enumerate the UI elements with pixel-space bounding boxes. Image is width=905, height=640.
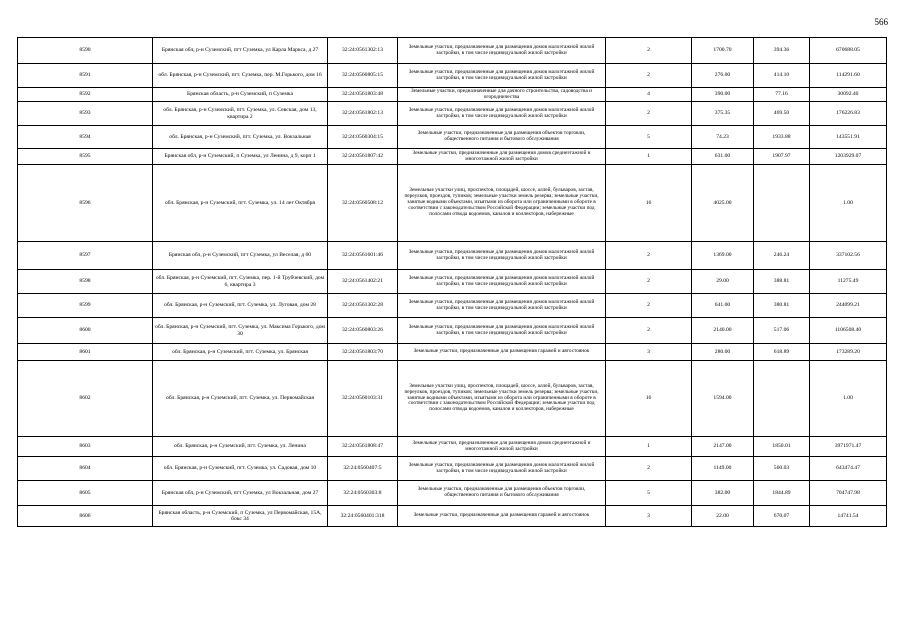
specific-value-cell: 560.03 bbox=[754, 457, 810, 481]
cadastral-value-cell: 143551.91 bbox=[810, 126, 887, 149]
cadastral-value-cell: 337102.56 bbox=[810, 242, 887, 270]
address-cell: Брянская область, р-н Суземский, п Суземка bbox=[153, 88, 328, 102]
area-cell: 2147.00 bbox=[692, 437, 754, 457]
cadastral-number-cell: 32:24:0561302:13 bbox=[328, 38, 398, 64]
row-number: 8606 bbox=[18, 506, 153, 527]
area-cell: 276.00 bbox=[692, 64, 754, 88]
land-use-cell: Земельные участки, предназначенные для размещения гаражей и автостоянок bbox=[398, 506, 606, 527]
row-number: 8603 bbox=[18, 437, 153, 457]
address-cell: Брянская область, р-н Суземский, п Суземка, ул Первомайская, 15А, бокс 34 bbox=[153, 506, 328, 527]
area-cell: 4025.00 bbox=[692, 165, 754, 242]
land-use-cell: Земельные участки, предназначенные для размещения домов среднеэтажной и многоэтажной жилой застройки bbox=[398, 437, 606, 457]
land-use-cell: Земельные участки улиц, проспектов, площадей, шоссе, аллей, бульваров, застав, переулков, проездов, тупиков; земельные участки земель резерва; земельные участки, занятые водными объектами, изъятыми из оборота или ограниченными в обороте в соответствии с законодательством Российской Федерации; земельные участки под полосами отвода водоемов, каналов и коллекторов, набережные bbox=[398, 361, 606, 437]
land-use-cell: Земельные участки, предназначенные для размещения домов малоэтажной жилой застройки, в том числе индивидуальной жилой застройки bbox=[398, 294, 606, 318]
row-number: 8595 bbox=[18, 149, 153, 165]
address-cell: обл. Брянская, р-н Суземский, пгт. Суземка, ул. Первомайская bbox=[153, 361, 328, 437]
address-cell: обл. Брянская, р-н Суземский, пгт. Суземка, ул. Ленина bbox=[153, 437, 328, 457]
group-code-cell: 2 bbox=[606, 102, 692, 126]
cadastral-value-cell: 1.00 bbox=[810, 361, 887, 437]
table-row bbox=[18, 361, 887, 437]
specific-value-cell: 246.24 bbox=[754, 242, 810, 270]
row-number: 8604 bbox=[18, 457, 153, 481]
area-cell: 375.35 bbox=[692, 102, 754, 126]
group-code-cell: 2 bbox=[606, 242, 692, 270]
area-cell: 2140.00 bbox=[692, 318, 754, 344]
cadastral-number-cell: 32:24:0560103:31 bbox=[328, 361, 398, 437]
table-row bbox=[18, 38, 887, 64]
page-number: 566 bbox=[874, 17, 888, 27]
address-cell: обл. Брянская, р-н Суземский, пгт. Суземка, ул. Севская, дом 13, квартира 2 bbox=[153, 102, 328, 126]
address-cell: обл. Брянская, р-н Суземский, пгт. Суземка, ул. Брянская bbox=[153, 344, 328, 361]
land-use-cell: Земельные участки, предназначенные для размещения домов малоэтажной жилой застройки, в том числе индивидуальной жилой застройки bbox=[398, 270, 606, 294]
row-number: 8605 bbox=[18, 481, 153, 506]
land-use-cell: Земельные участки улиц, проспектов, площадей, шоссе, аллей, бульваров, застав, переулков, проездов, тупиков; земельные участки земель резерва; земельные участки, занятые водными объектами, изъятыми из оборота или ограниченными в обороте в соответствии с законодательством Российской Федерации; земельные участки под полосами отвода водоемов, каналов и коллекторов, набережные bbox=[398, 165, 606, 242]
row-number: 8601 bbox=[18, 344, 153, 361]
land-use-cell: Земельные участки, предназначенные для размещения объектов торговли, общественного питания и бытового обслуживания bbox=[398, 126, 606, 149]
group-code-cell: 16 bbox=[606, 165, 692, 242]
specific-value-cell bbox=[754, 361, 810, 437]
table-row bbox=[18, 437, 887, 457]
cadastral-value-cell: 1.00 bbox=[810, 165, 887, 242]
table-row bbox=[18, 481, 887, 506]
cadastral-value-cell: 3971971.47 bbox=[810, 437, 887, 457]
specific-value-cell: 388.81 bbox=[754, 270, 810, 294]
group-code-cell: 16 bbox=[606, 361, 692, 437]
group-code-cell: 2 bbox=[606, 318, 692, 344]
group-code-cell: 1 bbox=[606, 437, 692, 457]
address-cell: Брянская обл, р-н Суземский, пгт Суземка, ул Вокзальная, дом 27 bbox=[153, 481, 328, 506]
group-code-cell: 5 bbox=[606, 126, 692, 149]
address-cell: обл. Брянская, р-н Суземский, пгт. Суземка, ул. Вокзальная bbox=[153, 126, 328, 149]
cadastral-number-cell: 32:24:0561601:46 bbox=[328, 242, 398, 270]
address-cell: обл. Брянская, р-н Суземский, пгт. Суземка, ул. Луговая, дом 28 bbox=[153, 294, 328, 318]
table-row bbox=[18, 64, 887, 88]
land-use-cell: Земельные участки, предназначенные для размещения домов малоэтажной жилой застройки, в том числе индивидуальной жилой застройки bbox=[398, 457, 606, 481]
cadastral-value-cell: 704747.98 bbox=[810, 481, 887, 506]
cadastral-value-cell: 11275.49 bbox=[810, 270, 887, 294]
cadastral-number-cell: 32:24:0561807:42 bbox=[328, 149, 398, 165]
specific-value-cell: 469.50 bbox=[754, 102, 810, 126]
address-cell: обл. Брянская, р-н Суземский, пгт. Суземка, пер. 1-й Трубчевский, дом 6, квартира 3 bbox=[153, 270, 328, 294]
group-code-cell: 3 bbox=[606, 506, 692, 527]
cadastral-number-cell: 32:24:0560304:15 bbox=[328, 126, 398, 149]
table-row bbox=[18, 270, 887, 294]
group-code-cell: 2 bbox=[606, 64, 692, 88]
table-row bbox=[18, 242, 887, 270]
cadastral-value-cell: 176226.83 bbox=[810, 102, 887, 126]
row-number: 8598 bbox=[18, 270, 153, 294]
cadastral-number-cell: 32:24:0561808:47 bbox=[328, 437, 398, 457]
cadastral-value-cell: 244099.21 bbox=[810, 294, 887, 318]
specific-value-cell: 517.06 bbox=[754, 318, 810, 344]
address-cell: обл. Брянская, р-н Суземский, пгт. Суземка, ул. Садовая, дом 10 bbox=[153, 457, 328, 481]
area-cell: 631.00 bbox=[692, 149, 754, 165]
group-code-cell: 2 bbox=[606, 38, 692, 64]
table-row bbox=[18, 294, 887, 318]
specific-value-cell: 380.81 bbox=[754, 294, 810, 318]
table-row bbox=[18, 318, 887, 344]
specific-value-cell: 1844.89 bbox=[754, 481, 810, 506]
group-code-cell: 2 bbox=[606, 294, 692, 318]
area-cell: 22.00 bbox=[692, 506, 754, 527]
area-cell: 1149.00 bbox=[692, 457, 754, 481]
area-cell: 382.00 bbox=[692, 481, 754, 506]
area-cell: 1369.00 bbox=[692, 242, 754, 270]
cadastral-value-cell: 670688.05 bbox=[810, 38, 887, 64]
cadastral-value-cell: 30092.40 bbox=[810, 88, 887, 102]
land-use-cell: Земельные участки, предназначенные для размещения домов малоэтажной жилой застройки, в том числе индивидуальной жилой застройки bbox=[398, 38, 606, 64]
table-row bbox=[18, 344, 887, 361]
cadastral-number-cell: 32:24:0561803:48 bbox=[328, 88, 398, 102]
table-row bbox=[18, 88, 887, 102]
area-cell: 641.00 bbox=[692, 294, 754, 318]
land-use-cell: Земельные участки, предназначенные для дачного строительства, садоводства и огородничества bbox=[398, 88, 606, 102]
area-cell: 1700.70 bbox=[692, 38, 754, 64]
specific-value-cell bbox=[754, 165, 810, 242]
area-cell: 390.00 bbox=[692, 88, 754, 102]
land-use-cell: Земельные участки, предназначенные для размещения домов малоэтажной жилой застройки, в том числе индивидуальной жилой застройки bbox=[398, 102, 606, 126]
row-number: 8591 bbox=[18, 64, 153, 88]
group-code-cell: 2 bbox=[606, 270, 692, 294]
specific-value-cell: 1850.01 bbox=[754, 437, 810, 457]
specific-value-cell: 1907.97 bbox=[754, 149, 810, 165]
group-code-cell: 1 bbox=[606, 149, 692, 165]
cadastral-number-cell: 32:24:0560303:8 bbox=[328, 481, 398, 506]
row-number: 8592 bbox=[18, 88, 153, 102]
row-number: 8599 bbox=[18, 294, 153, 318]
area-cell: 1594.00 bbox=[692, 361, 754, 437]
table-row bbox=[18, 126, 887, 149]
cadastral-number-cell: 32:24:0561402:21 bbox=[328, 270, 398, 294]
land-use-cell: Земельные участки, предназначенные для размещения домов малоэтажной жилой застройки, в том числе индивидуальной жилой застройки bbox=[398, 242, 606, 270]
table-row bbox=[18, 149, 887, 165]
land-use-cell: Земельные участки, предназначенные для размещения гаражей и автостоянок bbox=[398, 344, 606, 361]
cadastral-value-cell: 114291.60 bbox=[810, 64, 887, 88]
cadastral-number-cell: 32:24:0560508:12 bbox=[328, 165, 398, 242]
cadastral-number-cell: 32:24:0560803:26 bbox=[328, 318, 398, 344]
cadastral-value-cell: 14741.54 bbox=[810, 506, 887, 527]
row-number: 8597 bbox=[18, 242, 153, 270]
cadastral-number-cell: 32:24:0561302:28 bbox=[328, 294, 398, 318]
land-use-cell: Земельные участки, предназначенные для размещения объектов торговли, общественного питания и бытового обслуживания bbox=[398, 481, 606, 506]
cadastral-number-cell: 32:24:0560805:15 bbox=[328, 64, 398, 88]
address-cell: Брянская обл, р-н Суземский, п Суземка, ул Ленина, д 9, корп 1 bbox=[153, 149, 328, 165]
row-number: 8593 bbox=[18, 102, 153, 126]
table-row bbox=[18, 102, 887, 126]
cadastral-number-cell: 32:24:0560407:5 bbox=[328, 457, 398, 481]
row-number: 8600 bbox=[18, 318, 153, 344]
group-code-cell: 3 bbox=[606, 344, 692, 361]
specific-value-cell: 1933.88 bbox=[754, 126, 810, 149]
row-number: 8602 bbox=[18, 361, 153, 437]
area-cell: 74.23 bbox=[692, 126, 754, 149]
cadastral-number-cell: 32:24:0560401:318 bbox=[328, 506, 398, 527]
row-number: 8596 bbox=[18, 165, 153, 242]
specific-value-cell: 670.07 bbox=[754, 506, 810, 527]
group-code-cell: 2 bbox=[606, 457, 692, 481]
group-code-cell: 4 bbox=[606, 88, 692, 102]
specific-value-cell: 414.10 bbox=[754, 64, 810, 88]
area-cell: 280.00 bbox=[692, 344, 754, 361]
cadastral-number-cell: 32:24:0561802:13 bbox=[328, 102, 398, 126]
land-use-cell: Земельные участки, предназначенные для размещения домов малоэтажной жилой застройки, в том числе индивидуальной жилой застройки bbox=[398, 318, 606, 344]
cadastral-number-cell: 32:24:0561803:70 bbox=[328, 344, 398, 361]
area-cell: 29.00 bbox=[692, 270, 754, 294]
address-cell: обл. Брянская, р-н Суземский, пгт. Суземка, пер. М.Горького, дом 16 bbox=[153, 64, 328, 88]
cadastral-value-table bbox=[17, 37, 887, 527]
row-number: 8590 bbox=[18, 38, 153, 64]
land-use-cell: Земельные участки, предназначенные для размещения домов среднеэтажной и многоэтажной жилой застройки bbox=[398, 149, 606, 165]
cadastral-value-cell: 1106508.40 bbox=[810, 318, 887, 344]
address-cell: Брянская обл, р-н Суземский, пгт Суземка, ул Карла Маркса, д 27 bbox=[153, 38, 328, 64]
cadastral-value-cell: 173289.20 bbox=[810, 344, 887, 361]
specific-value-cell: 77.16 bbox=[754, 88, 810, 102]
cadastral-value-cell: 643474.47 bbox=[810, 457, 887, 481]
table-row bbox=[18, 506, 887, 527]
group-code-cell: 5 bbox=[606, 481, 692, 506]
row-number: 8594 bbox=[18, 126, 153, 149]
address-cell: обл. Брянская, р-н Суземский, пгт. Суземка, ул. 14 лет Октября bbox=[153, 165, 328, 242]
address-cell: обл. Брянская, р-н Суземский, пгт. Суземка, ул. Максима Горького, дом 30 bbox=[153, 318, 328, 344]
specific-value-cell: 618.89 bbox=[754, 344, 810, 361]
table-row bbox=[18, 165, 887, 242]
table-row bbox=[18, 457, 887, 481]
specific-value-cell: 394.36 bbox=[754, 38, 810, 64]
address-cell: Брянская обл, р-н Суземский, пгт Суземка, ул Веселая, д 60 bbox=[153, 242, 328, 270]
land-use-cell: Земельные участки, предназначенные для размещения домов малоэтажной жилой застройки, в том числе индивидуальной жилой застройки bbox=[398, 64, 606, 88]
cadastral-value-cell: 1203929.07 bbox=[810, 149, 887, 165]
